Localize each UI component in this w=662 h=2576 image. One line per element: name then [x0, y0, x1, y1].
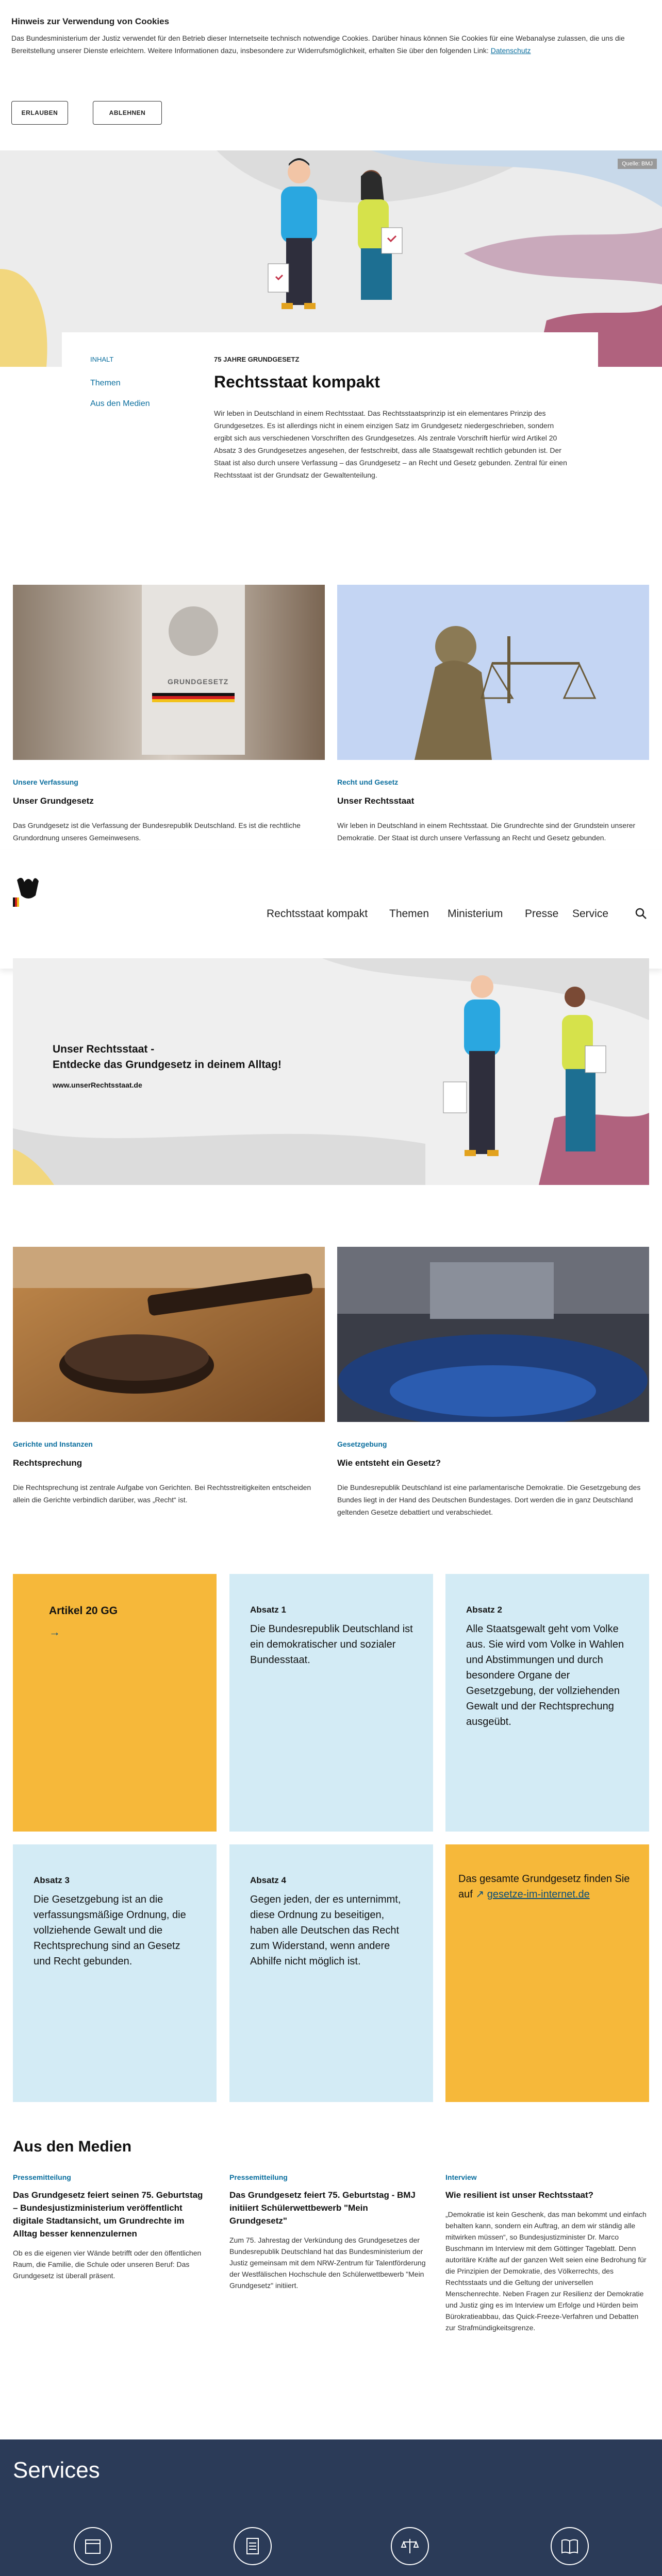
absatz-3-tile: [13, 1844, 217, 2102]
media-text: „Demokratie ist kein Geschenk, das man bekommt und einfach behalten kann, sondern ein Auftrag, an dem wir ständig alle mitwirken müssen“, so Bundesjustizminister Dr. Marco Buschmann im Interview mit dem Göttinger Tageblatt. Denn autoritäre Kräfte auf der ganzen Welt seien eine Bedrohung für die Prinzipien der Demokratie, des Völkerrechts, des Rechtsstaats und die Geltung der universellen Menschenrechte. Neben Fragen zur Resilienz der Demokratie und Justiz ging es im Interview um Erfolge und Hürden beim Bürokratieabbau, das Quick-Freeze-Verfahren und Debatten zur Strafmündigkeitsgrenze.: [445, 2210, 647, 2332]
arrow-right-icon[interactable]: →: [49, 1625, 60, 1638]
article-title: Artikel 20 GG: [49, 1605, 118, 1617]
article-20-tile: [13, 1574, 217, 1832]
toc-label: INHALT: [90, 355, 114, 363]
intro-text: Wir leben in Deutschland in einem Rechtsstaat. Das Rechtsstaatsprinzip ist ein elementares Prinzip des Grundgesetzes. Es ist allerdings nicht in einem einzigen Satz im Grundgesetz niedergeschrieben, sondern ergibt sich aus verschiedenen Vorschriften des Grundgesetzes. Als zentrale Vorschrift hierfür wird Artikel 20 Absatz 3 des Grundgesetzes angesehen, der festschreibt, dass alle Staatsgewalt rechtlich gebunden ist. Der Staat ist also durch unsere Verfassung – das Grundgesetz – an Recht und Gesetz gebunden. Zentral für einen Rechtsstaat ist der Grundsatz der Gewaltenteilung.: [214, 409, 567, 479]
absatz-1-tile: [229, 1574, 433, 1832]
teaser-text: Wir leben in Deutschland in einem Rechtsstaat. Die Grundrechte sind der Grundstein unserer Demokratie. Der Staat ist durch unsere Verfassung an Recht und Gesetz gebunden.: [337, 821, 636, 842]
absatz-text: Die Gesetzgebung ist an die verfassungsmäßige Ordnung, die vollziehende Gewalt und die Rechtsprechung sind an Gesetz und Recht gebunden.: [34, 1894, 186, 1967]
teaser-text: Die Bundesrepublik Deutschland ist eine parlamentarische Demokratie. Die Gesetzgebung des Bundes liegt in der Hand des Deutschen Bundestages. Dort werden die in ganz Deutschland geltenden Gesetze debattiert und verabschiedet.: [337, 1483, 641, 1516]
teaser-title[interactable]: Wie entsteht ein Gesetz?: [337, 1458, 441, 1468]
media-item[interactable]: [229, 2173, 428, 2291]
justitia-photo[interactable]: [337, 585, 649, 760]
nav-presse[interactable]: Presse: [525, 908, 559, 920]
book-icon: [551, 2527, 589, 2565]
absatz-4-tile: [229, 1844, 433, 2102]
service-formulare[interactable]: [191, 2527, 315, 2576]
bmj-logo[interactable]: [13, 875, 41, 907]
media-item[interactable]: [13, 2173, 209, 2281]
accept-cookies-button[interactable]: ERLAUBEN: [11, 101, 68, 125]
teaser-label: Gerichte und Instanzen: [13, 1440, 93, 1448]
gavel-photo[interactable]: [13, 1247, 325, 1422]
absatz-text: Die Bundesrepublik Deutschland ist ein demokratischer und sozialer Bundesstaat.: [250, 1623, 413, 1666]
services-heading: Services: [13, 2458, 100, 2483]
banner-url: www.unserRechtsstaat.de: [53, 1081, 142, 1089]
media-title[interactable]: Das Grundgesetz feiert seinen 75. Geburtstag – Bundesjustizministerium veröffentlicht digitale Stadtansicht, um Grundrechte im Alltag besser kennenzulernen: [13, 2190, 203, 2239]
toc-link-medien[interactable]: Aus den Medien: [90, 399, 150, 408]
rechtsstaat-banner[interactable]: [13, 958, 649, 1185]
image-source-badge: Quelle: BMJ: [618, 159, 657, 169]
cookie-title: Hinweis zur Verwendung von Cookies: [11, 16, 170, 26]
nav-ministerium[interactable]: Ministerium: [448, 908, 503, 920]
media-title[interactable]: Das Grundgesetz feiert 75. Geburtstag - BMJ initiiert Schülerwettbewerb "Mein Grundgesetz": [229, 2190, 416, 2226]
search-icon[interactable]: [635, 908, 647, 922]
absatz-title: Absatz 1: [250, 1605, 286, 1615]
service-veranstaltungen[interactable]: [31, 2527, 155, 2576]
page-title: Rechtsstaat kompakt: [214, 372, 380, 391]
cookie-banner: [0, 0, 662, 149]
full-grundgesetz-tile: [445, 1844, 649, 2102]
media-text: Ob es die eigenen vier Wände betrifft oder den öffentlichen Raum, die Familie, die Schule oder unseren Beruf: Das Grundgesetz ist überall präsent.: [13, 2249, 202, 2280]
main-navigation: [0, 850, 662, 969]
media-label: Interview: [445, 2173, 477, 2181]
teaser-title[interactable]: Unser Rechtsstaat: [337, 796, 415, 806]
full-gg-text: Das gesamte Grundgesetz finden Sie auf ↗ gesetze-im-internet.de: [458, 1873, 630, 1900]
calendar-icon: [74, 2527, 112, 2565]
absatz-title: Absatz 2: [466, 1605, 502, 1615]
service-publikationen[interactable]: [508, 2527, 632, 2576]
teaser-text: Das Grundgesetz ist die Verfassung der Bundesrepublik Deutschland. Es ist die rechtliche Grundordnung unseres Gemeinwesens.: [13, 821, 301, 842]
scales-icon: [391, 2527, 429, 2565]
bundestag-photo[interactable]: [337, 1247, 649, 1422]
media-item[interactable]: [445, 2173, 647, 2333]
nav-rechtsstaat-kompakt[interactable]: Rechtsstaat kompakt: [267, 908, 368, 920]
media-title[interactable]: Wie resilient ist unser Rechtsstaat?: [445, 2190, 594, 2200]
gesetze-im-internet-link[interactable]: gesetze-im-internet.de: [487, 1889, 590, 1900]
grundgesetz-photo[interactable]: [13, 585, 325, 760]
services-section: [0, 2439, 662, 2576]
absatz-title: Absatz 4: [250, 1875, 286, 1885]
media-heading: Aus den Medien: [13, 2138, 132, 2155]
teaser-label: Recht und Gesetz: [337, 778, 399, 786]
banner-line2: Entdecke das Grundgesetz in deinem Alltag!: [53, 1059, 282, 1071]
media-label: Pressemitteilung: [13, 2173, 71, 2181]
media-label: Pressemitteilung: [229, 2173, 288, 2181]
cookie-text: Das Bundesministerium der Justiz verwendet für den Betrieb dieser Internetseite technisch notwendige Cookies. Darüber hinaus können Sie Cookies für eine Webanalyse zulassen, die uns die Bereitstellung unserer Dienste erleichtern. Weitere Informationen dazu, insbesondere zur Widerrufsmöglichkeit, erhalten Sie über den folgenden Link: Datenschutz: [11, 34, 625, 55]
teaser-text: Die Rechtsprechung ist zentrale Aufgabe von Gerichten. Bei Rechtsstreitigkeiten entscheiden allein die Gerichte verbindlich darüber, was „Recht“ ist.: [13, 1483, 311, 1504]
book-title: GRUNDGESETZ: [168, 677, 229, 686]
teaser-label: Gesetzgebung: [337, 1440, 387, 1448]
absatz-text: Alle Staatsgewalt geht vom Volke aus. Sie wird vom Volke in Wahlen und Abstimmungen und durch besondere Organe der Gesetzgebung, der vollziehenden Gewalt und der Rechtsprechung ausgeübt.: [466, 1623, 624, 1727]
absatz-2-tile: [445, 1574, 649, 1832]
intro-card: [62, 332, 598, 533]
document-icon: [234, 2527, 272, 2565]
intro-kicker: 75 JAHRE GRUNDGESETZ: [214, 355, 300, 363]
banner-line1: Unser Rechtsstaat -: [53, 1043, 155, 1055]
service-gesetzgebung[interactable]: [348, 2527, 472, 2576]
absatz-title: Absatz 3: [34, 1875, 70, 1885]
teaser-title[interactable]: Rechtsprechung: [13, 1458, 82, 1468]
decline-cookies-button[interactable]: ABLEHNEN: [93, 101, 162, 125]
nav-themen[interactable]: Themen: [389, 908, 429, 920]
media-text: Zum 75. Jahrestag der Verkündung des Grundgesetzes der Bundesrepublik Deutschland hat das Bundesministerium der Justiz gemeinsam mit dem NRW-Zentrum für Talentförderung der Westfälischen Hochschule den Schülerwettbewerb "Mein Grundgesetz" initiiert.: [229, 2236, 426, 2290]
teaser-label: Unsere Verfassung: [13, 778, 78, 786]
teaser-title[interactable]: Unser Grundgesetz: [13, 796, 94, 806]
toc-link-themen[interactable]: Themen: [90, 379, 121, 387]
absatz-text: Gegen jeden, der es unternimmt, diese Ordnung zu beseitigen, haben alle Deutschen das Recht zum Widerstand, wenn andere Abhilfe nicht möglich ist.: [250, 1894, 401, 1967]
privacy-link[interactable]: Datenschutz: [490, 46, 531, 55]
nav-service[interactable]: Service: [572, 908, 609, 920]
